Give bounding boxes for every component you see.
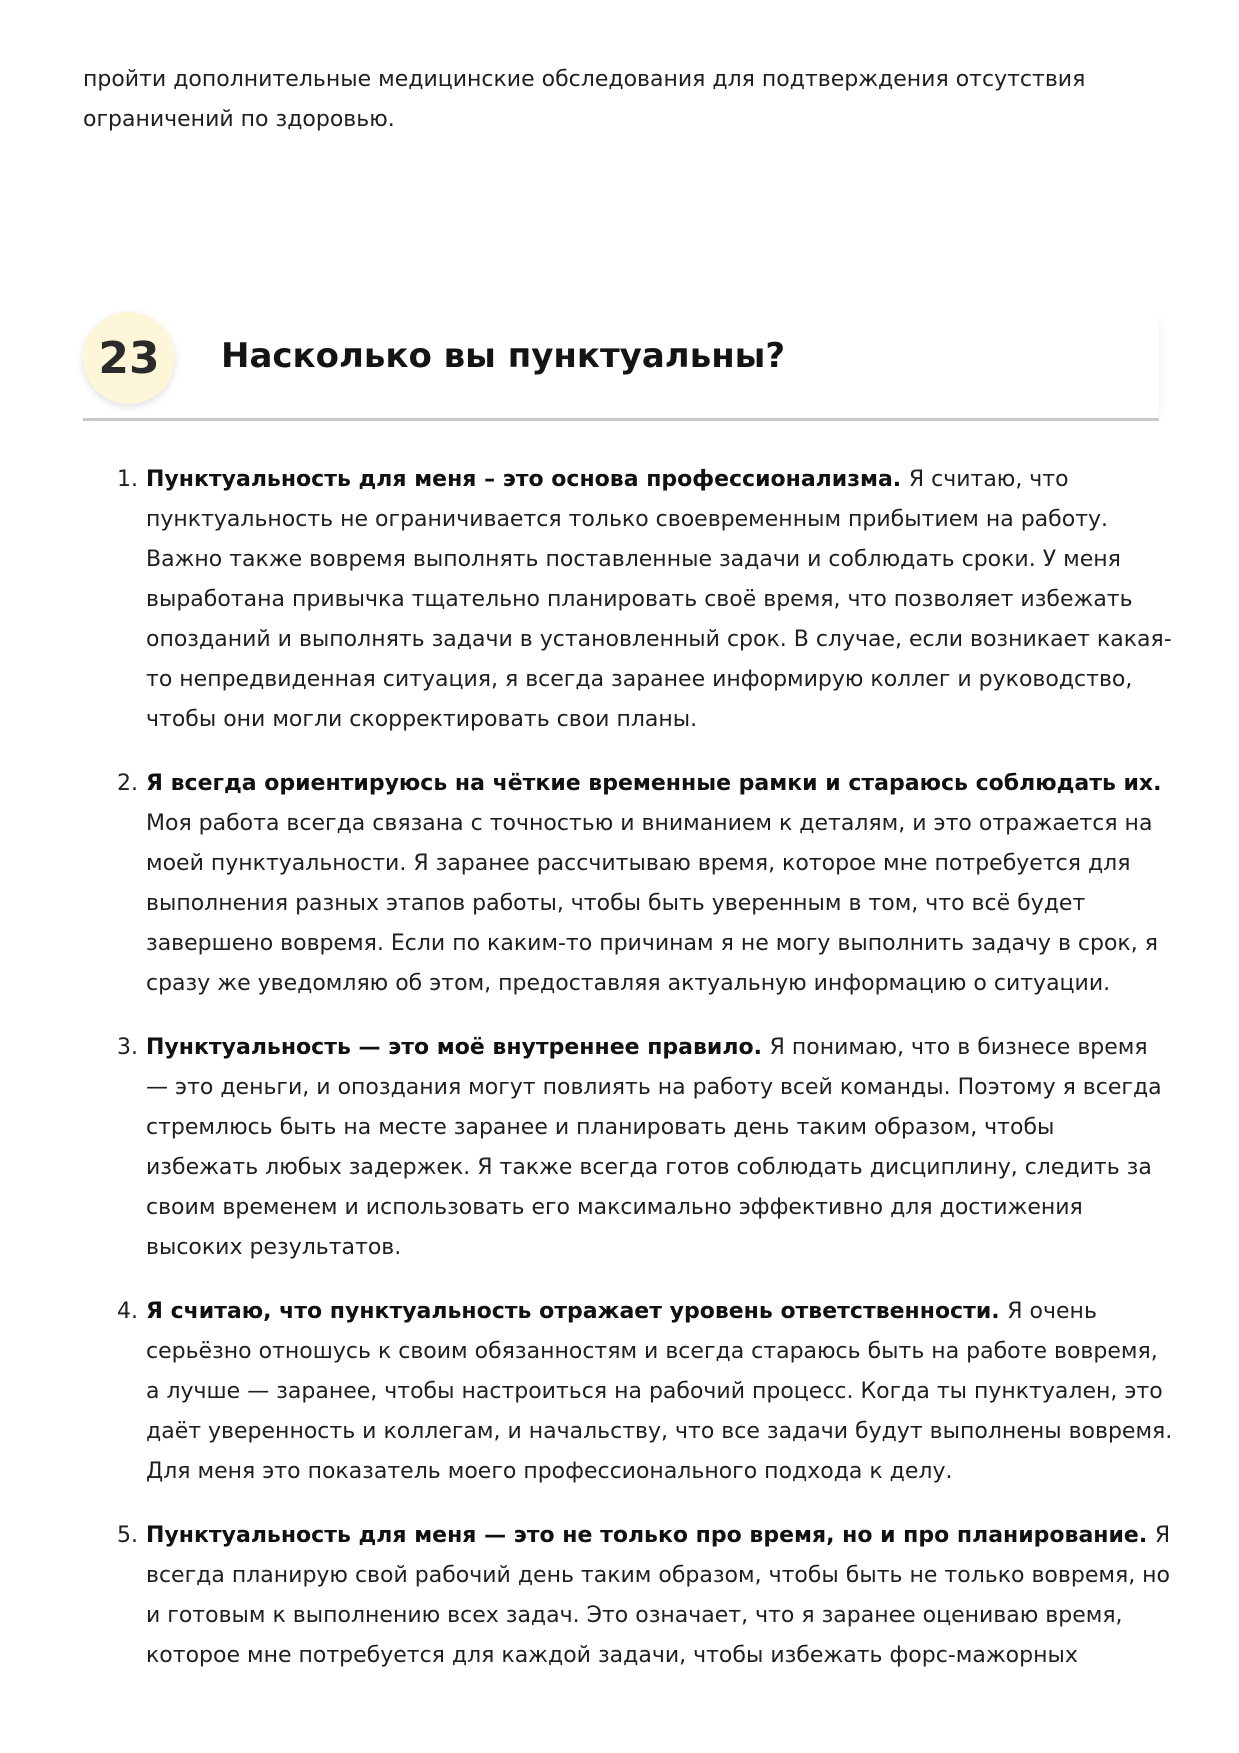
answer-text: Я очень серьёзно отношусь к своим обязанностям и всегда стараюсь быть на работе вовремя, а лучше — заранее, чтобы настроиться на рабочий процесс. Когда ты пунктуален, это даёт уверенность и коллегам, и начальству, что все задачи будут выполнены вовремя. Для меня это показатель моего профессионального подхода к делу.	[146, 1299, 1173, 1484]
answer-text: Я считаю, что пунктуальность не ограничивается только своевременным прибытием на работу. Важно также вовремя выполнять поставленные задачи и соблюдать сроки. У меня выработана привычка тщательно планировать своё время, что позволяет избежать опозданий и выполнять задачи в установленный срок. В случае, если возникает какая-то непредвиденная ситуация, я всегда заранее информирую коллег и руководство, чтобы они могли скорректировать свои планы.	[146, 467, 1172, 732]
answer-item-5	[83, 1516, 1173, 1676]
answer-item-1	[83, 460, 1173, 740]
answer-item-2	[83, 764, 1173, 1004]
answer-lead: Пунктуальность для меня — это не только про время, но и про планирование.	[146, 1523, 1155, 1548]
answer-number: 3.	[117, 1035, 138, 1060]
question-number-badge: 23	[83, 312, 175, 404]
intro-paragraph: пройти дополнительные медицинские обследования для подтверждения отсутствия ограничений по здоровью.	[83, 67, 1086, 132]
answer-text: Я понимаю, что в бизнесе время — это деньги, и опоздания могут повлиять на работу всей команды. Поэтому я всегда стремлюсь быть на месте заранее и планировать день таким образом, чтобы избежать любых задержек. Я также всегда готов соблюдать дисциплину, следить за своим временем и использовать его максимально эффективно для достижения высоких результатов.	[146, 1035, 1162, 1260]
answer-number: 5.	[117, 1523, 138, 1548]
answer-text: Я всегда планирую свой рабочий день таким образом, чтобы быть не только вовремя, но и готовым к выполнению всех задач. Это означает, что я заранее оцениваю время, которое мне потребуется для каждой задачи, чтобы избежать форс-мажорных	[146, 1523, 1171, 1668]
answer-lead: Я всегда ориентируюсь на чёткие временные рамки и стараюсь соблюдать их.	[146, 771, 1162, 796]
answer-lead: Пунктуальность — это моё внутреннее правило.	[146, 1035, 770, 1060]
answer-text: Моя работа всегда связана с точностью и вниманием к деталям, и это отражается на моей пунктуальности. Я заранее рассчитываю время, которое мне потребуется для выполнения разных этапов работы, чтобы быть уверенным в том, что всё будет завершено вовремя. Если по каким-то причинам я не могу выполнить задачу в срок, я сразу же уведомляю об этом, предоставляя актуальную информацию о ситуации.	[146, 811, 1158, 996]
answer-number: 1.	[117, 467, 138, 492]
section-title: Насколько вы пунктуальны?	[221, 336, 786, 376]
answer-item-3	[83, 1028, 1173, 1268]
answer-list	[83, 460, 1173, 1700]
answer-lead: Пунктуальность для меня – это основа профессионализма.	[146, 467, 909, 492]
answer-number: 2.	[117, 771, 138, 796]
answer-lead: Я считаю, что пунктуальность отражает уровень ответственности.	[146, 1299, 1008, 1324]
section-header	[83, 312, 1159, 421]
answer-item-4	[83, 1292, 1173, 1492]
answer-number: 4.	[117, 1299, 138, 1324]
